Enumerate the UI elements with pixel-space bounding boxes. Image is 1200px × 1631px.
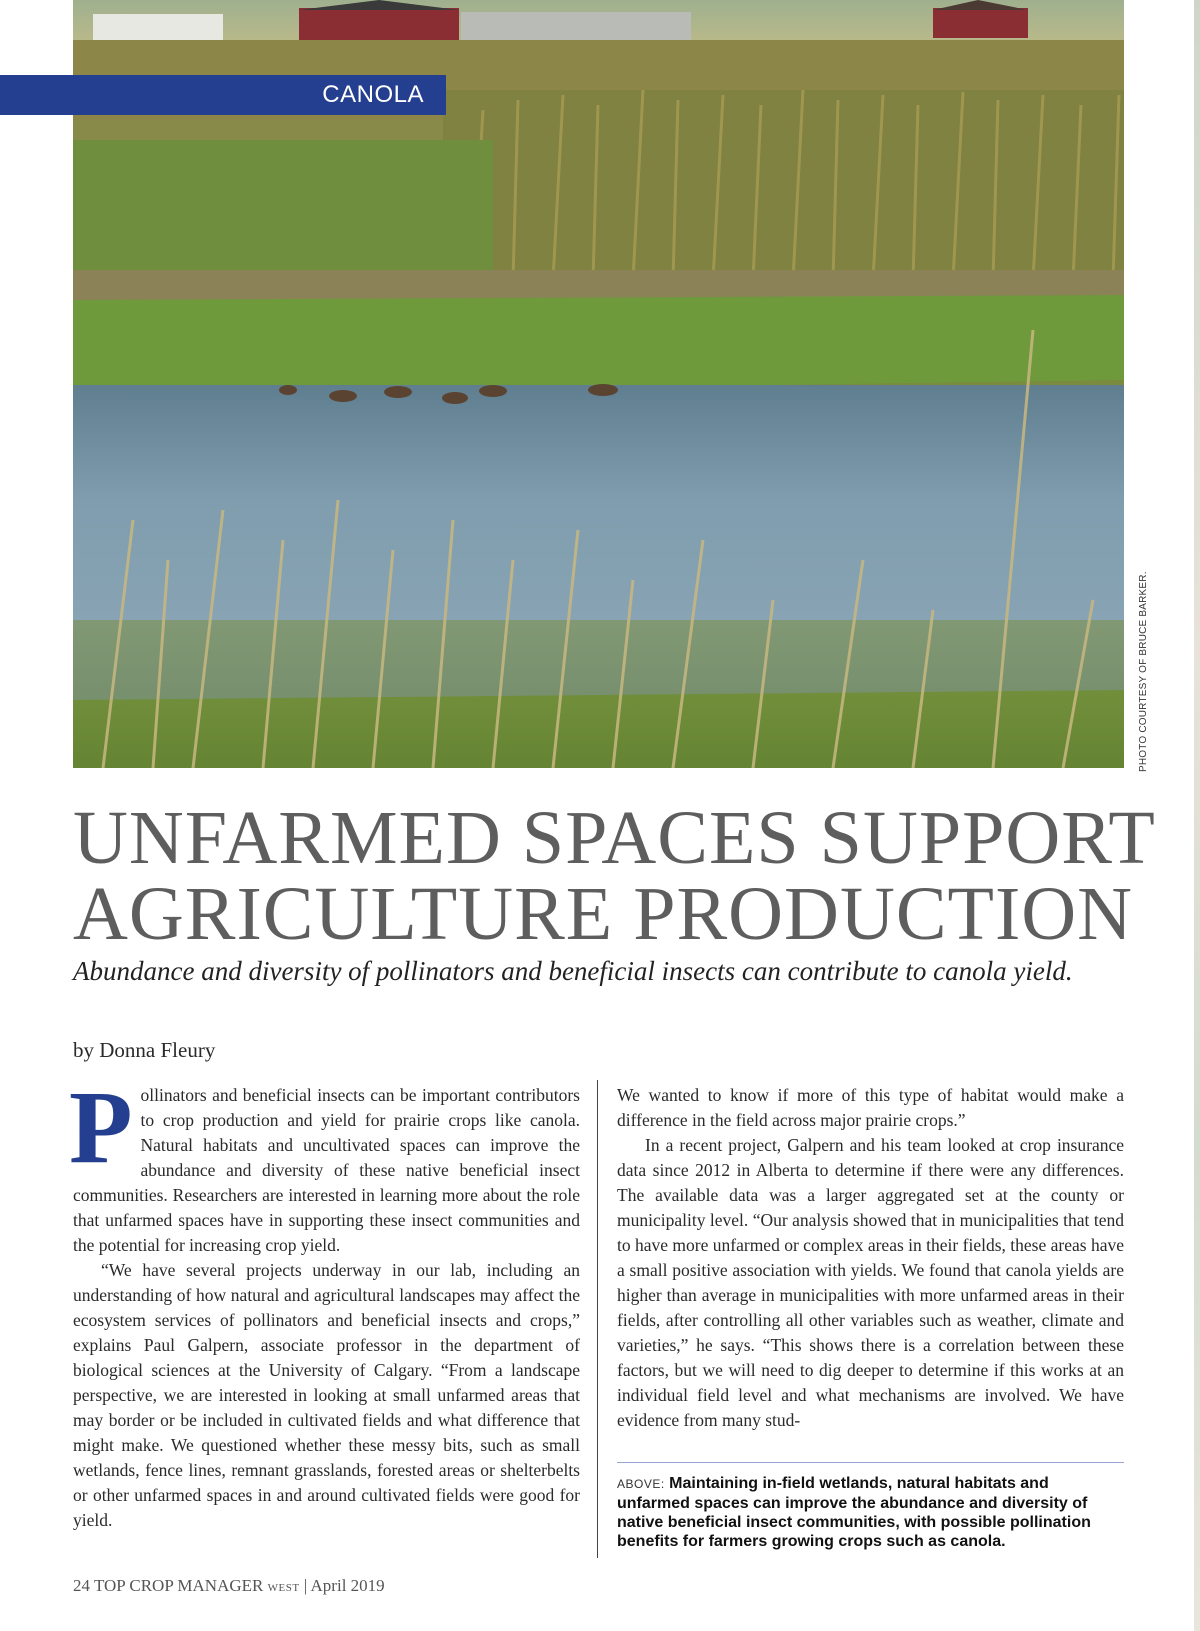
headline-line-2: AGRICULTURE PRODUCTION <box>73 872 1134 956</box>
section-label: CANOLA <box>0 75 446 115</box>
page-edge <box>1194 0 1200 1631</box>
page-number: 24 <box>73 1576 90 1595</box>
body-text: ollinators and beneficial insects can be important contributors to crop production and yield for prairie crops like canola. Natural habitats and uncultivated spaces can improve the abundance and diversity of these native beneficial insect communities. Researchers are interested in learning more about the role that unfarmed spaces have in supporting these insect communities and the potential for increasing crop yield. <box>73 1085 580 1255</box>
body-column-left <box>69 1070 580 1533</box>
deck-subtitle: Abundance and diversity of pollinators and beneficial insects can contribute to canola yield. <box>73 956 1073 986</box>
caption-label: ABOVE: <box>617 1477 665 1491</box>
feature-photo <box>73 0 1124 768</box>
body-paragraph: In a recent project, Galpern and his team looked at crop insurance data since 2012 in Alberta to determine if there were any differences. The available data was a larger aggregated set at the county or municipality level. “Our analysis showed that in municipalities that tend to have more unfarmed or complex areas in their fields, these areas have a small positive association with yields. We found that canola yields are higher than average in municipalities with more unfarmed areas in their fields, after controlling all other variables such as weather, climate and varieties,” he says. “This shows there is a correlation between these factors, but we will need to dig deeper to determine if this works at an individual field level and what mechanisms are involved. We have evidence from many stud- <box>617 1135 1124 1430</box>
headline <box>73 796 1156 956</box>
body-paragraph: “We have several projects underway in our lab, including an understanding of how natural and agricultural landscapes may affect the ecosystem services of pollinators and beneficial insects and crops,” explains Paul Galpern, associate professor in the department of biological sciences at the University of Calgary. “From a landscape perspective, we are interested in looking at small unfarmed areas that may border or be included in cultivated fields and what difference that might make. We questioned whether these messy bits, such as small wetlands, fence lines, remnant grasslands, forested areas or shelterbelts or other unfarmed spaces in and around cultivated fields were good for yield. <box>73 1260 580 1530</box>
drop-cap: P <box>69 1070 133 1185</box>
byline: by Donna Fleury <box>73 1038 216 1062</box>
body-paragraph <box>69 1070 580 1258</box>
photo-credit: PHOTO COURTESY OF BRUCE BARKER. <box>1138 571 1149 772</box>
caption-divider <box>617 1462 1124 1463</box>
headline-line-1: UNFARMED SPACES SUPPORT <box>73 796 1156 880</box>
magazine-name: TOP CROP MANAGER <box>93 1576 264 1595</box>
column-divider <box>597 1080 598 1558</box>
page-footer <box>73 1576 385 1596</box>
issue-date: April 2019 <box>310 1576 385 1595</box>
footer-separator: | <box>303 1576 308 1595</box>
magazine-edition: WEST <box>267 1582 300 1594</box>
wetland-photo-illustration <box>73 0 1124 768</box>
caption-text: Maintaining in-field wetlands, natural habitats and unfarmed spaces can improve the abundance and diversity of native beneficial insect communities, with possible pollination benefits for farmers growing crops such as canola. <box>617 1475 1091 1550</box>
photo-caption <box>617 1474 1124 1551</box>
body-column-right <box>617 1083 1124 1433</box>
body-paragraph: We wanted to know if more of this type of habitat would make a difference in the field across major prairie crops.” <box>617 1085 1124 1130</box>
